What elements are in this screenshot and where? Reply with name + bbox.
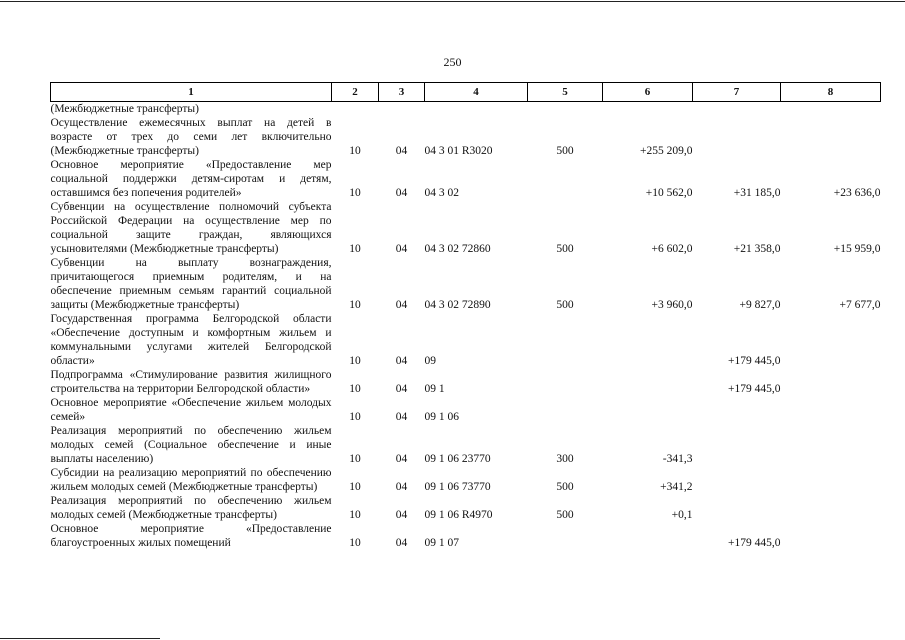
row-amount-col8 [781,116,881,158]
row-section: 10 [349,453,361,465]
page-number: 250 [443,55,462,69]
row-amount-col7: +179 445,0 [728,537,781,549]
row-subsection: 04 [395,411,408,423]
row-amount-col7: +21 358,0 [733,243,781,255]
row-subsection: 04 [395,355,408,367]
row-expense-type [528,158,603,200]
row-target-code: 04 3 02 [424,187,459,199]
row-amount-col7 [693,102,781,117]
row-subsection [379,102,425,117]
row-section: 10 [349,355,361,367]
table-row [51,158,881,200]
row-expense-type: 300 [556,453,574,465]
row-expense-type [528,102,603,117]
row-expense-type: 500 [556,243,574,255]
row-expense-type: 500 [556,509,574,521]
table-row [51,424,881,466]
table-row [51,312,881,368]
row-section: 10 [349,383,361,395]
table-row [51,396,881,424]
row-amount-col8: +7 677,0 [839,299,881,311]
row-section: 10 [349,299,361,311]
col-header-2: 2 [332,83,379,102]
row-amount-col6: +10 562,0 [645,187,693,199]
row-description: (Межбюджетные трансферты) [50,103,199,115]
row-section: 10 [349,145,361,157]
row-amount-col8 [781,494,881,522]
row-expense-type [528,522,603,550]
row-amount-col8: +15 959,0 [833,243,881,255]
row-amount-col6 [603,396,693,424]
top-border-line [0,1,905,2]
row-amount-col6 [603,522,693,550]
row-subsection: 04 [395,187,408,199]
row-section: 10 [349,187,361,199]
row-target-code: 09 1 06 [424,411,459,423]
table-row [51,102,881,117]
row-target-code: 09 1 06 R4970 [424,509,493,521]
row-description: Государственная программа Белгородской области «Обеспечение доступным и комфортным жильем и коммунальными услугами жителей Белгородской области» [50,313,332,367]
row-amount-col6 [603,312,693,368]
row-amount-col7: +9 827,0 [739,299,781,311]
row-amount-col7 [693,494,781,522]
row-target-code: 04 3 01 R3020 [424,145,493,157]
row-section: 10 [349,243,361,255]
row-description: Осуществление ежемесячных выплат на детей в возрасте от трех до семи лет включительно (Межбюджетные трансферты) [50,117,332,157]
row-amount-col8 [781,368,881,396]
row-amount-col6: +255 209,0 [640,145,693,157]
table-row [51,116,881,158]
row-subsection: 04 [395,145,408,157]
row-amount-col7: +179 445,0 [728,383,781,395]
row-target-code: 09 1 [424,383,445,395]
row-subsection: 04 [395,537,408,549]
row-amount-col7: +31 185,0 [733,187,781,199]
row-description: Основное мероприятие «Обеспечение жильем молодых семей» [50,397,332,423]
row-amount-col8 [781,102,881,117]
row-amount-col7 [693,396,781,424]
row-description: Подпрограмма «Стимулирование развития жилищного строительства на территории Белгородской области» [50,369,332,395]
row-subsection: 04 [395,453,408,465]
row-description: Основное мероприятие «Предоставление мер социальной поддержки детям-сиротам и детям, оставшимся без попечения родителей» [50,159,332,199]
row-description: Реализация мероприятий по обеспечению жильем молодых семей (Социальное обеспечение и иные выплаты населению) [50,425,332,465]
row-amount-col8 [781,522,881,550]
row-expense-type [528,396,603,424]
row-amount-col6: +341,2 [660,481,693,493]
row-description: Субвенции на выплату вознаграждения, причитающегося приемным родителям, и на обеспечение приемным семьям гарантий социальной защиты (Межбюджетные трансферты) [50,257,332,311]
row-amount-col7 [693,424,781,466]
row-section: 10 [349,481,361,493]
row-subsection: 04 [395,481,408,493]
table-row [51,522,881,550]
table-row [51,200,881,256]
row-subsection: 04 [395,383,408,395]
row-subsection: 04 [395,299,408,311]
row-target-code: 09 1 06 73770 [424,481,491,493]
bottom-border-line [0,638,160,639]
row-target-code: 09 1 07 [424,537,459,549]
row-expense-type [528,368,603,396]
row-amount-col7: +179 445,0 [728,355,781,367]
row-section: 10 [349,509,361,521]
row-amount-col7 [693,116,781,158]
col-header-8: 8 [781,83,881,102]
col-header-5: 5 [528,83,603,102]
row-amount-col8 [781,424,881,466]
row-expense-type: 500 [556,145,574,157]
row-amount-col7 [693,466,781,494]
row-expense-type [528,312,603,368]
row-amount-col6: +3 960,0 [651,299,693,311]
row-amount-col8: +23 636,0 [833,187,881,199]
row-target-code: 09 1 06 23770 [424,453,491,465]
table-row [51,256,881,312]
row-amount-col8 [781,396,881,424]
col-header-4: 4 [425,83,528,102]
row-amount-col6: +6 602,0 [651,243,693,255]
row-section: 10 [349,411,361,423]
row-description: Субвенции на осуществление полномочий субъекта Российской Федерации на осуществление мер по социальной защите граждан, являющихся усыновителями (Межбюджетные трансферты) [50,201,332,255]
row-amount-col6 [603,368,693,396]
row-target-code: 09 [424,355,436,367]
row-expense-type: 500 [556,299,574,311]
row-description: Основное мероприятие «Предоставление благоустроенных жилых помещений [50,523,332,549]
row-subsection: 04 [395,509,408,521]
budget-table [50,82,881,550]
row-amount-col6 [603,102,693,117]
row-target-code: 04 3 02 72890 [424,299,491,311]
row-section [332,102,379,117]
row-amount-col8 [781,466,881,494]
row-section: 10 [349,537,361,549]
row-target-code: 04 3 02 72860 [424,243,491,255]
col-header-7: 7 [693,83,781,102]
row-description: Реализация мероприятий по обеспечению жильем молодых семей (Межбюджетные трансферты) [50,495,332,521]
col-header-6: 6 [603,83,693,102]
col-header-3: 3 [379,83,425,102]
row-expense-type: 500 [556,481,574,493]
row-subsection: 04 [395,243,408,255]
row-amount-col6: -341,3 [662,453,693,465]
row-description: Субсидии на реализацию мероприятий по обеспечению жильем молодых семей (Межбюджетные трансферты) [50,467,332,493]
header-row [51,83,881,102]
row-amount-col8 [781,312,881,368]
row-target-code [425,102,528,117]
table-row [51,494,881,522]
row-amount-col6: +0,1 [671,509,693,521]
table-row [51,368,881,396]
table-row [51,466,881,494]
col-header-1: 1 [51,83,332,102]
